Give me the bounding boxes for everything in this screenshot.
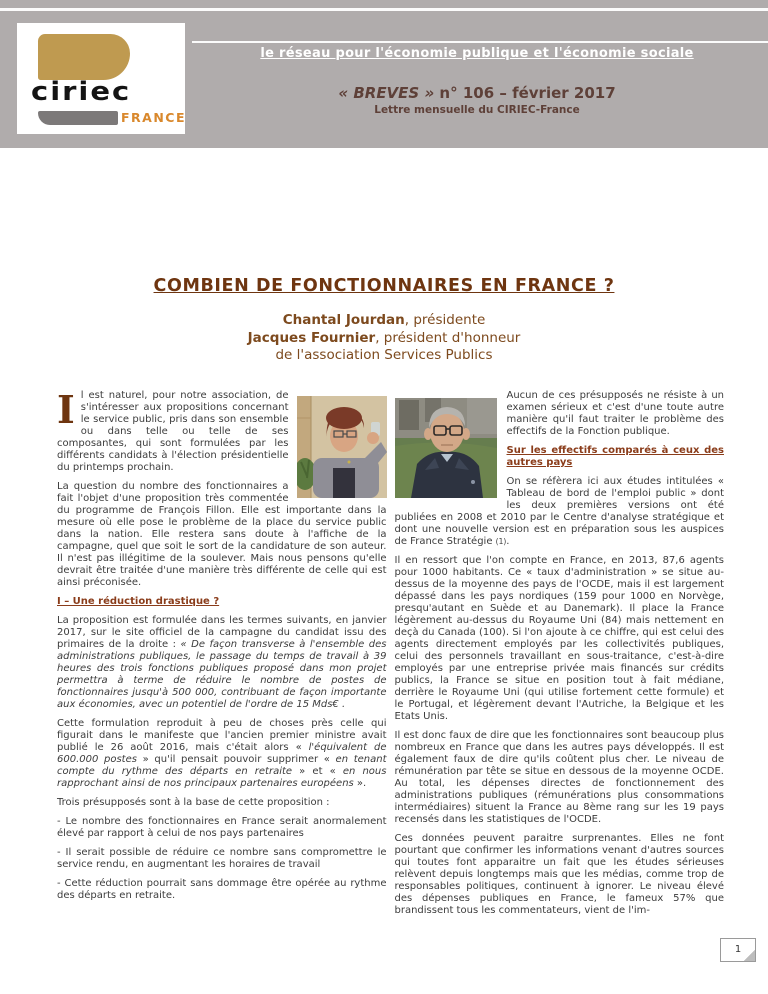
masthead-rule bbox=[192, 41, 768, 43]
issue-number-date: n° 106 – février 2017 bbox=[434, 84, 616, 102]
logo-brand-text: ciriec bbox=[31, 76, 132, 107]
article-title: COMBIEN DE FONCTIONNAIRES EN FRANCE ? bbox=[153, 276, 615, 296]
header-divider bbox=[0, 8, 768, 11]
paragraph: Cette formulation reproduit à peu de choses près celle qui figurait dans le manifeste que l'ancien premier ministre avait publié le 26 août 2016, mais c'était alors « l'équivalent de 600.000 postes » qu'il pensait pouvoir supprimer « en tenant compte du rythme des départs en retraite » et « en nous rapprochant ainsi de nos principaux partenaires européens ». bbox=[57, 718, 387, 789]
author-name: Jacques Fournier bbox=[247, 329, 376, 346]
author-affiliation: de l'association Services Publics bbox=[275, 347, 493, 363]
logo-gold-shape bbox=[38, 34, 130, 80]
authors-block bbox=[0, 312, 768, 365]
paragraph: Aucun de ces présupposés ne résiste à un examen sérieux et c'est d'une toute autre manière qu'il faut traiter le problème des effectifs de la Fonction publique. bbox=[506, 390, 724, 437]
section-heading-effectifs: Sur les effectifs comparés à ceux des autres pays bbox=[506, 445, 724, 468]
paragraph: Trois présupposés sont à la base de cette proposition : bbox=[57, 797, 330, 808]
author-name: Chantal Jourdan bbox=[282, 312, 405, 328]
author-line bbox=[0, 312, 768, 330]
logo-gray-shape bbox=[38, 111, 118, 125]
paragraph: La question du nombre des fonctionnaires a fait l'objet d'une proposition très commentée du programme de François Fillon. Elle est importante dans la mesure où elle pose le problème de la place du service public dans la nation. Elle restera sans doute à l'affiche de la campagne, quel que soit le sort de la candidature de son auteur. Il n'est pas illégitime de la soulever. Mais nous pensons qu'elle devrait être traitée d'une manière très différente de celle qui est ainsi préconisée. bbox=[57, 481, 387, 588]
paragraph: Il en ressort que l'on compte en France, en 2013, 87,6 agents pour 1000 habitants. Ce « taux d'administration » se situe au-dessus de la moyenne des pays de l'OCDE, mais il est largement dépassé dans les pays nordiques (159 pour 1000 en Norvège, presqu'autant en Suède et au Danemark). Il place la France légèrement au-dessus du Royaume Uni (84) mais nettement en deçà du Canada (100). Si l'on ajoute à ce chiffre, qui est celui des agents directement employés par les collectivités publiques, celui des personnels travaillant en sous-traitance, c'est-à-dire employés par une entreprise privée mais financés sur crédits publics, la France se situe en position tout à fait médiane, derrière le Royaume Uni (qui utilise fortement cette formule) et le Portugal, et légèrement devant l'Autriche, la Belgique et les Etats Unis. bbox=[394, 555, 724, 722]
page-number-badge: 1 bbox=[720, 938, 756, 962]
logo-country-text: FRANCE bbox=[121, 110, 187, 125]
network-tagline-link[interactable]: le réseau pour l'économie publique et l'économie sociale bbox=[260, 46, 694, 61]
left-column bbox=[57, 387, 387, 924]
article-body bbox=[57, 387, 724, 924]
author-role: , président d'honneur bbox=[375, 329, 521, 346]
paragraph: La proposition est formulée dans les termes suivants, en janvier 2017, sur le site officiel de la campagne du candidat issu des primaires de la droite : « De façon transverse à l'ensemble des administrations publiques, le passage du temps de travail à 39 heures des trois fonctions publiques proposé dans mon projet permettra à terme de réduire le nombre de postes de fonctionnaires jusqu'à 500 000, contribuant de façon importante aux économies, avec un potentiel de l'ordre de 15 Mds€ . bbox=[57, 615, 387, 710]
author-role: , présidente bbox=[404, 312, 486, 328]
issue-name: « BREVES » bbox=[338, 84, 435, 102]
list-item: - Il serait possible de réduire ce nombre sans compromettre le service rendu, en augmentant les horaires de travail bbox=[57, 847, 387, 870]
paragraph: Il est donc faux de dire que les fonctionnaires sont beaucoup plus nombreux en France que dans les autres pays développés. Il est également faux de dire qu'ils coûtent plus cher. Le niveau de rémunération par tête se situe en dessous de la moyenne OCDE. Au total, les dépenses directes de fonctionnement des administrations publiques (rémunérations plus consommations intermédiaires) situent la France au 8ème rang sur les 19 pays recensés dans les statistiques de l'OCDE. bbox=[394, 730, 724, 825]
drop-cap: I bbox=[57, 387, 75, 432]
list-item: - Cette réduction pourrait sans dommage être opérée au rythme des départs en retraite. bbox=[57, 878, 387, 901]
portrait-photo-chantal-jourdan bbox=[297, 396, 387, 498]
newsletter-subtitle: Lettre mensuelle du CIRIEC-France bbox=[374, 104, 580, 116]
paragraph: On se réfèrera ici aux études intitulées « Tableau de bord de l'emploi public » dont les deux premières versions ont été publiées en 2008 et 2010 par le Centre d'analyse stratégique et dont une nouvelle version est en préparation sous les auspices de France Stratégie (1). bbox=[394, 476, 724, 547]
ciriec-logo bbox=[17, 23, 185, 134]
list-item: - Le nombre des fonctionnaires en France serait anormalement élevé par rapport à celui de nos pays partenaires bbox=[57, 816, 387, 839]
paragraph: Il est naturel, pour notre association, de s'intéresser aux propositions concernant le service public, pris dans son ensemble ou dans telle ou telle de ses composantes, qui sont formulées par les différents candidats à l'élection présidentielle du printemps prochain. bbox=[57, 387, 289, 473]
header-band bbox=[0, 0, 768, 148]
section-heading-reduction: I – Une réduction drastique ? bbox=[57, 596, 220, 607]
author-line bbox=[0, 330, 768, 348]
paragraph: Ces données peuvent paraitre surprenantes. Elles ne font pourtant que confirmer les informations venant d'autres sources qui toutes font apparaitre un fait que les études sérieuses relèvent depuis longtemps mais que les médias, comme trop de responsables politiques, continuent à ignorer. Le niveau élevé des dépenses publiques en France, le fameux 57% que brandissent tous les commentateurs, vient de l'im- bbox=[394, 833, 724, 916]
issue-title bbox=[192, 84, 762, 102]
portrait-photo-jacques-fournier bbox=[395, 398, 497, 498]
right-column bbox=[395, 390, 725, 924]
